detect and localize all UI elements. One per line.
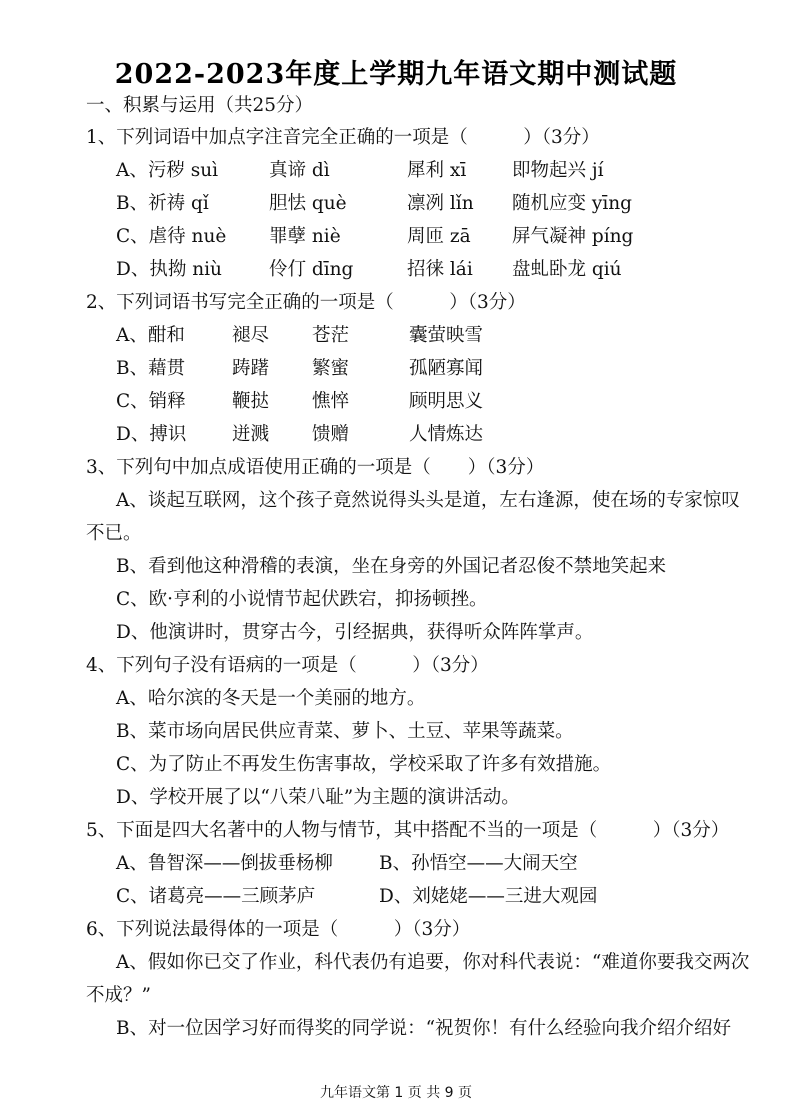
q2-c-1: C、销释 <box>116 391 186 412</box>
q1-a-3: 犀利 xī <box>407 160 467 181</box>
question-1-stem: 1、下列词语中加点字注音完全正确的一项是（ ）（3分） <box>86 127 600 148</box>
section-heading: 一、积累与运用（共25分） <box>86 95 314 116</box>
q2-c-3: 憔悴 <box>312 391 350 412</box>
q1-a-2: 真谛 dì <box>269 160 330 181</box>
question-4-stem: 4、下列句子没有语病的一项是（ ）（3分） <box>86 655 489 676</box>
q2-d-4: 人情炼达 <box>409 424 484 445</box>
q1-b-2: 胆怯 què <box>269 193 347 214</box>
q2-d-3: 馈赠 <box>312 424 350 445</box>
q3-option-b: B、看到他这种滑稽的表演，坐在身旁的外国记者忍俊不禁地笑起来 <box>116 556 667 577</box>
q2-a-3: 苍茫 <box>312 325 350 346</box>
q2-b-1: B、藉贯 <box>116 358 186 379</box>
q1-b-3: 凛冽 lǐn <box>407 193 474 214</box>
q3-option-d: D、他演讲时，贯穿古今，引经据典，获得听众阵阵掌声。 <box>116 622 594 643</box>
q1-d-4: 盘虬卧龙 qiú <box>512 259 622 280</box>
q6-option-b: B、对一位因学习好而得奖的同学说：“祝贺你！有什么经验向我介绍介绍好 <box>116 1018 732 1039</box>
q4-option-d: D、学校开展了以“八荣八耻”为主题的演讲活动。 <box>116 787 520 808</box>
q3-option-a: A、谈起互联网，这个孩子竟然说得头头是道，左右逢源，使在场的专家惊叹 <box>116 490 740 511</box>
q2-c-4: 顾明思义 <box>409 391 484 412</box>
question-6-stem: 6、下列说法最得体的一项是（ ）（3分） <box>86 919 471 940</box>
q1-c-3: 周匝 zā <box>407 226 471 247</box>
question-5-stem: 5、下面是四大名著中的人物与情节，其中搭配不当的一项是（ ）（3分） <box>86 820 730 841</box>
q4-option-c: C、为了防止不再发生伤害事故，学校采取了许多有效措施。 <box>116 754 612 775</box>
page-title: 2022-2023年度上学期九年语文期中测试题 <box>114 59 678 90</box>
question-3-stem: 3、下列句中加点成语使用正确的一项是（ ）（3分） <box>86 457 545 478</box>
q1-a-4: 即物起兴 jí <box>512 160 604 181</box>
q4-option-a: A、哈尔滨的冬天是一个美丽的地方。 <box>116 688 426 709</box>
q2-d-2: 迸溅 <box>232 424 270 445</box>
q5-option-d: D、刘姥姥——三进大观园 <box>379 886 598 907</box>
q5-option-c: C、诸葛亮——三顾茅庐 <box>116 886 316 907</box>
q3-option-a-cont: 不已。 <box>86 523 142 544</box>
q6-option-a: A、假如你已交了作业，科代表仍有追要，你对科代表说：“难道你要我交两次 <box>116 952 750 973</box>
q5-option-a: A、鲁智深——倒拔垂杨柳 <box>116 853 333 874</box>
q5-option-b: B、孙悟空——大闹天空 <box>379 853 578 874</box>
q2-a-1: A、酣和 <box>116 325 185 346</box>
q2-a-2: 褪尽 <box>232 325 270 346</box>
q1-a-1: A、污秽 suì <box>116 160 219 181</box>
q1-c-1: C、虐待 nuè <box>116 226 227 247</box>
page-footer: 九年语文第 1 页 共 9 页 <box>319 1085 473 1101</box>
q2-b-2: 踌躇 <box>232 358 270 379</box>
question-2-stem: 2、下列词语书写完全正确的一项是（ ）（3分） <box>86 292 526 313</box>
q1-b-4: 随机应变 yīng <box>512 193 633 214</box>
q1-d-2: 伶仃 dīng <box>269 259 354 280</box>
q1-d-1: D、执拗 niù <box>116 259 222 280</box>
q3-option-c: C、欧·亨利的小说情节起伏跌宕，抑扬顿挫。 <box>116 589 488 610</box>
q2-d-1: D、搏识 <box>116 424 187 445</box>
q2-b-3: 繁蜜 <box>312 358 350 379</box>
q2-a-4: 囊萤映雪 <box>409 325 484 346</box>
q6-option-a-cont: 不成？” <box>86 985 151 1006</box>
q1-b-1: B、祈祷 qǐ <box>116 193 209 214</box>
q1-d-3: 招徕 lái <box>407 259 473 280</box>
q4-option-b: B、菜市场向居民供应青菜、萝卜、土豆、苹果等蔬菜。 <box>116 721 574 742</box>
q2-c-2: 鞭挞 <box>232 391 270 412</box>
q1-c-4: 屏气凝神 píng <box>512 226 634 247</box>
q2-b-4: 孤陋寡闻 <box>409 358 484 379</box>
q1-c-2: 罪孽 niè <box>269 226 341 247</box>
